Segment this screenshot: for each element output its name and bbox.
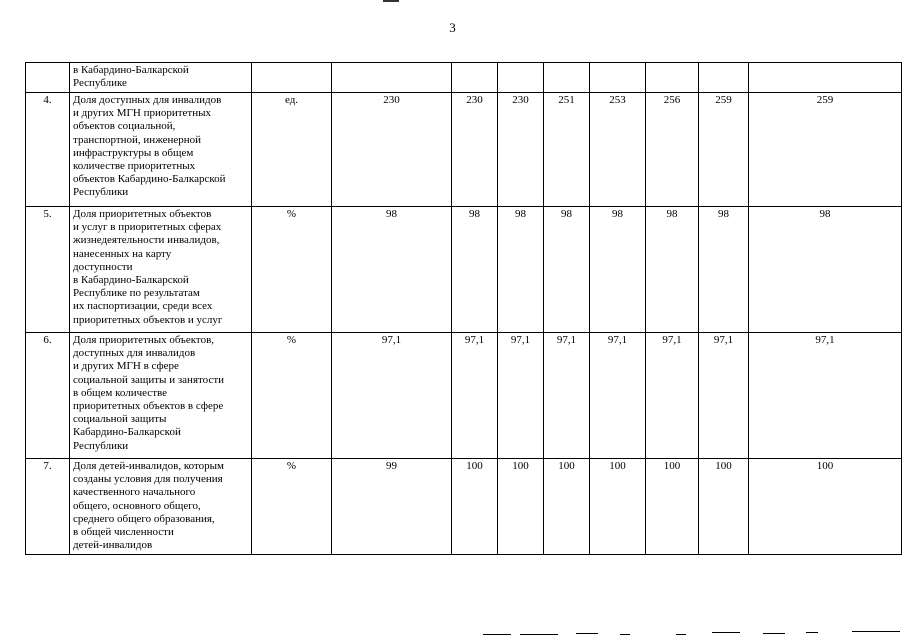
scan-artifact-line [852,631,900,632]
row-number: 7. [26,459,70,555]
indicator-name-line: транспортной, инженерной [73,133,202,146]
value-cell: 97,1 [646,333,699,459]
value-cell: 97,1 [749,333,902,459]
indicator-name-line: объектов социальной, [73,120,176,133]
page-number: 3 [449,20,456,35]
indicator-name-line: Республике по результатам [73,287,200,300]
value-cell: 100 [699,459,749,555]
value-cell: 97,1 [498,333,544,459]
indicator-name-line: приоритетных объектов и услуг [73,313,223,326]
value-cell: 100 [646,459,699,555]
indicator-name-line: и других МГН в сфере [73,360,179,373]
value-cell [749,63,902,93]
value-cell: 100 [749,459,902,555]
indicator-name-line: в Кабардино-Балкарской [73,274,189,287]
value-cell: 230 [452,93,498,207]
indicator-name-line: приоритетных объектов в сфере [73,400,224,413]
unit-cell: % [252,459,332,555]
value-cell: 99 [332,459,452,555]
value-cell: 97,1 [332,333,452,459]
scan-artifact-line [576,633,598,634]
indicator-name-line: их паспортизации, среди всех [73,300,213,313]
unit-cell: ед. [252,93,332,207]
indicator-name [70,207,252,333]
row-number: 5. [26,207,70,333]
scan-artifact-line [712,632,740,633]
table-row [26,63,902,93]
value-cell: 97,1 [699,333,749,459]
value-cell [699,63,749,93]
row-number [26,63,70,93]
value-cell: 259 [699,93,749,207]
indicator-name-line: Доля приоритетных объектов, [73,334,215,346]
indicator-name-line: в общей численности [73,526,174,539]
indicator-name-line: объектов Кабардино-Балкарской [73,173,226,186]
unit-cell [252,63,332,93]
table-row [26,93,902,207]
indicator-name-line: Республики [73,186,129,199]
value-cell: 259 [749,93,902,207]
value-cell: 100 [590,459,646,555]
value-cell [590,63,646,93]
scan-artifact-line [620,634,630,635]
table-row [26,459,902,555]
unit-cell: % [252,207,332,333]
indicator-name-line: социальной защиты [73,413,167,426]
value-cell: 253 [590,93,646,207]
indicator-name-line: Доля приоритетных объектов [73,208,212,220]
value-cell: 98 [646,207,699,333]
value-cell: 97,1 [590,333,646,459]
indicator-name-line: Доля детей-инвалидов, которым [73,460,224,472]
value-cell: 100 [544,459,590,555]
indicator-name-line: в общем количестве [73,386,168,399]
indicator-name-line: качественного начального [73,486,196,499]
indicator-name-line: и других МГН приоритетных [73,107,212,120]
table-row [26,333,902,459]
indicator-name-line: и услуг в приоритетных сферах [73,221,222,234]
scan-artifact-line [806,632,818,633]
value-cell: 98 [590,207,646,333]
indicator-name-line: Доля доступных для инвалидов [73,94,222,106]
indicator-name [70,459,252,555]
value-cell: 98 [699,207,749,333]
indicator-name-line: Республике [73,77,127,90]
row-number: 4. [26,93,70,207]
indicator-name-line: доступности [73,260,133,273]
value-cell: 100 [498,459,544,555]
value-cell: 98 [498,207,544,333]
value-cell: 97,1 [544,333,590,459]
indicator-name-line: общего, основного общего, [73,499,201,512]
indicator-name-line: Республики [73,439,129,452]
indicator-name-line: доступных для инвалидов [73,347,196,360]
value-cell [544,63,590,93]
indicator-name-line: созданы условия для получения [73,473,223,486]
table-row [26,207,902,333]
row-number: 6. [26,333,70,459]
indicator-name [70,333,252,459]
value-cell: 98 [544,207,590,333]
indicator-name-line: в Кабардино-Балкарской [73,64,189,76]
scan-artifact-line [676,634,686,635]
value-cell: 100 [452,459,498,555]
value-cell: 98 [332,207,452,333]
value-cell: 251 [544,93,590,207]
indicator-name-line: детей-инвалидов [73,539,153,552]
indicator-name-line: среднего общего образования, [73,512,215,525]
scan-artifact-line [483,634,511,635]
value-cell: 256 [646,93,699,207]
value-cell [332,63,452,93]
value-cell: 98 [452,207,498,333]
indicator-name [70,93,252,207]
unit-cell: % [252,333,332,459]
value-cell: 98 [749,207,902,333]
value-cell [452,63,498,93]
indicator-name-line: Кабардино-Балкарской [73,426,181,439]
indicator-name-line: жизнедеятельности инвалидов, [73,234,220,247]
scan-artifact-top [383,0,399,2]
value-cell [498,63,544,93]
scan-artifact-line [763,633,785,634]
value-cell: 230 [498,93,544,207]
indicator-name-line: нанесенных на карту [73,247,172,260]
indicator-name-line: социальной защиты и занятости [73,373,225,386]
indicator-name-line: количестве приоритетных [73,160,196,173]
indicator-name [70,63,252,93]
scan-artifact-line [520,634,558,635]
value-cell: 230 [332,93,452,207]
value-cell [646,63,699,93]
value-cell: 97,1 [452,333,498,459]
indicators-table [25,62,902,555]
indicator-name-line: инфраструктуры в общем [73,146,194,159]
